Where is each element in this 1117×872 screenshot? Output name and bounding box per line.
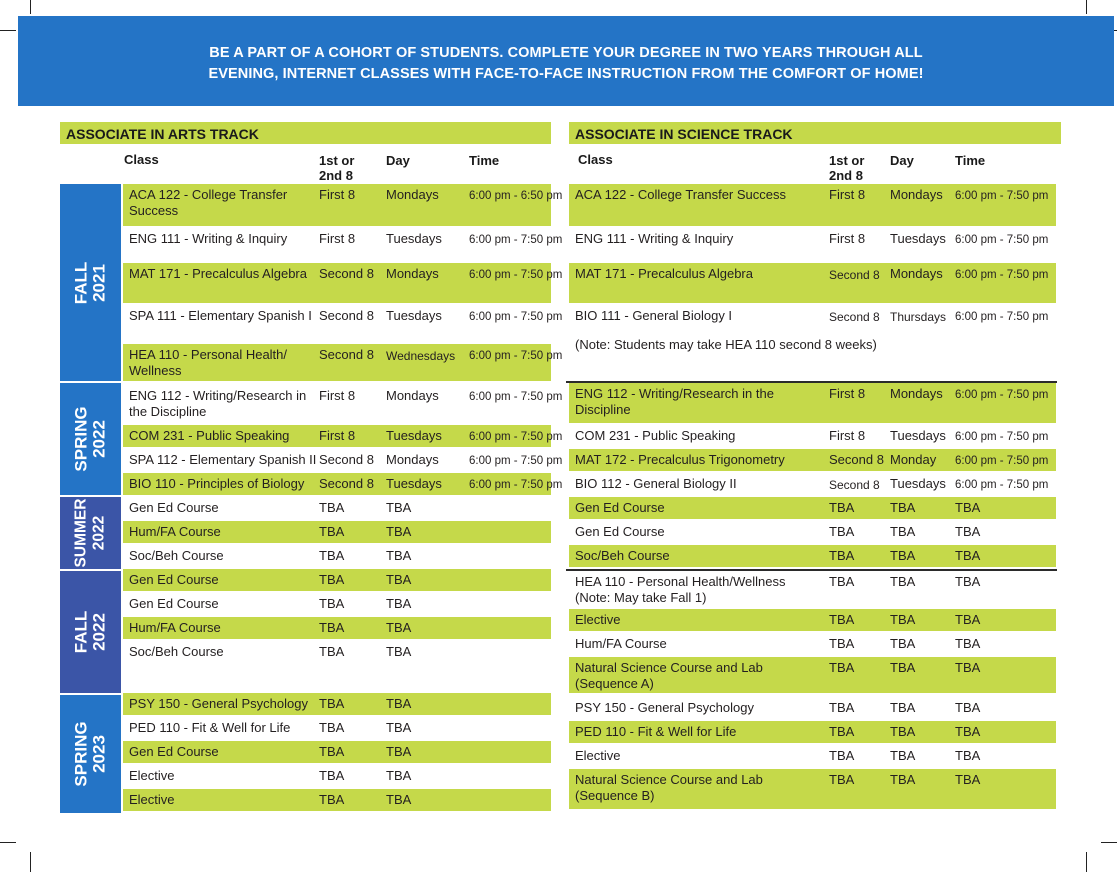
eight-cell: TBA: [319, 768, 345, 783]
class-cell: Gen Ed Course: [129, 572, 219, 587]
science-row: [569, 745, 1056, 767]
arts-row: [123, 449, 563, 471]
time-cell: 6:00 pm - 7:50 pm: [955, 190, 1049, 202]
science-row: [569, 383, 1056, 423]
day-cell: Monday: [890, 452, 937, 467]
eight-cell: TBA: [829, 724, 855, 739]
arts-row: [123, 385, 563, 423]
eight-cell: First 8: [829, 231, 866, 246]
arts-row: [123, 765, 551, 787]
arts-row: [123, 593, 551, 615]
science-header-eight-line1: 1st or: [829, 153, 865, 168]
crop-mark: [1086, 0, 1087, 14]
day-cell: Mondays: [386, 266, 439, 281]
arts-row: [123, 545, 551, 567]
day-cell: TBA: [386, 720, 412, 735]
banner-line-1: BE A PART OF A COHORT OF STUDENTS. COMPLETE YOUR DEGREE IN TWO YEARS THROUGH ALL: [209, 45, 923, 61]
crop-mark: [1101, 842, 1117, 843]
class-cell: COM 231 - Public Speaking: [129, 428, 290, 443]
day-cell: Tuesdays: [386, 428, 442, 443]
class-cell: Elective: [575, 612, 621, 627]
arts-row: [123, 693, 551, 715]
class-cell: PSY 150 - General Psychology: [129, 696, 308, 711]
eight-cell: TBA: [319, 548, 345, 563]
semester-year: 2022: [89, 420, 109, 458]
semester-label: SPRING: [71, 406, 91, 472]
eight-cell: TBA: [829, 500, 855, 515]
science-header-eight-line2: 2nd 8: [829, 168, 863, 183]
time-cell: 6:00 pm - 7:50 pm: [469, 431, 563, 443]
science-row: [569, 449, 1056, 471]
science-row: [569, 697, 1056, 719]
class-cell: Soc/Beh Course: [129, 644, 224, 659]
day-cell: TBA: [890, 636, 916, 651]
day-cell: TBA: [386, 548, 412, 563]
time-cell: 6:00 pm - 7:50 pm: [955, 389, 1049, 401]
science-row: [569, 633, 1056, 655]
time-cell: 6:00 pm - 7:50 pm: [469, 350, 563, 362]
class-cell: Hum/FA Course: [575, 636, 667, 651]
day-cell: TBA: [386, 768, 412, 783]
arts-track-title: ASSOCIATE IN ARTS TRACK: [60, 122, 551, 144]
class-cell: PED 110 - Fit & Well for Life: [575, 724, 737, 739]
day-cell: TBA: [890, 724, 916, 739]
science-header-day: Day: [890, 153, 914, 168]
semester-spring-2022: [60, 383, 121, 495]
class-cell: ENG 111 - Writing & Inquiry: [575, 231, 734, 246]
eight-cell: TBA: [829, 524, 855, 539]
eight-cell: TBA: [829, 612, 855, 627]
class-cell: ACA 122 - College Transfer Success: [129, 187, 288, 218]
eight-cell: Second 8: [319, 476, 374, 491]
day-cell: TBA: [386, 644, 412, 659]
day-cell: TBA: [386, 500, 412, 515]
science-header-class: Class: [578, 152, 613, 167]
day-cell: TBA: [890, 748, 916, 763]
arts-row: [123, 425, 563, 447]
arts-row: [123, 305, 563, 337]
header-banner: [18, 16, 1114, 106]
time-cell: TBA: [955, 772, 981, 787]
arts-row: [123, 641, 551, 663]
arts-row: [123, 569, 551, 591]
day-cell: TBA: [890, 700, 916, 715]
time-cell: TBA: [955, 724, 981, 739]
arts-row: [123, 741, 551, 763]
day-cell: TBA: [890, 500, 916, 515]
day-cell: TBA: [386, 744, 412, 759]
science-header-eight: [829, 153, 864, 183]
crop-mark: [30, 852, 31, 872]
semester-fall-2021: [60, 184, 121, 381]
day-cell: Tuesdays: [386, 231, 442, 246]
banner-line-2: EVENING, INTERNET CLASSES WITH FACE-TO-FACE INSTRUCTION FROM THE COMFORT OF HOME!: [208, 66, 924, 82]
class-cell: ACA 122 - College Transfer Success: [575, 187, 786, 202]
time-cell: 6:00 pm - 7:50 pm: [955, 311, 1049, 323]
science-row: [569, 571, 1056, 607]
time-cell: 6:00 pm - 6:50 pm: [469, 190, 563, 202]
crop-mark: [30, 0, 31, 14]
arts-row: [123, 789, 551, 811]
eight-cell: Second 8: [319, 266, 374, 281]
class-cell: Elective: [129, 792, 175, 807]
science-fall2021-note: (Note: Students may take HEA 110 second 8 weeks): [575, 337, 877, 352]
day-cell: TBA: [890, 548, 916, 563]
eight-cell: First 8: [319, 428, 356, 443]
eight-cell: TBA: [319, 500, 345, 515]
arts-header-class: Class: [124, 152, 159, 167]
eight-cell: Second 8: [829, 478, 880, 492]
time-cell: 6:00 pm - 7:50 pm: [469, 269, 563, 281]
eight-cell: TBA: [319, 792, 345, 807]
eight-cell: First 8: [829, 386, 866, 401]
science-row: [569, 497, 1056, 519]
time-cell: TBA: [955, 636, 981, 651]
eight-cell: Second 8: [829, 310, 880, 324]
science-track-title: ASSOCIATE IN SCIENCE TRACK: [569, 122, 1061, 144]
class-cell: COM 231 - Public Speaking: [575, 428, 736, 443]
semester-divider: [566, 381, 1057, 383]
class-cell: Natural Science Course and Lab (Sequence B): [575, 772, 763, 803]
class-cell: PED 110 - Fit & Well for Life: [129, 720, 291, 735]
time-cell: 6:00 pm - 7:50 pm: [955, 479, 1049, 491]
eight-cell: Second 8: [319, 308, 374, 323]
time-cell: 6:00 pm - 7:50 pm: [955, 455, 1049, 467]
time-cell: 6:00 pm - 7:50 pm: [955, 269, 1049, 281]
eight-cell: TBA: [319, 620, 345, 635]
eight-cell: TBA: [319, 524, 345, 539]
science-header-time: Time: [955, 153, 986, 168]
class-cell: Gen Ed Course: [129, 500, 219, 515]
eight-cell: TBA: [829, 548, 855, 563]
day-cell: TBA: [386, 620, 412, 635]
eight-cell: First 8: [319, 231, 356, 246]
class-cell: MAT 171 - Precalculus Algebra: [129, 266, 307, 281]
time-cell: TBA: [955, 500, 981, 515]
class-cell: MAT 172 - Precalculus Trigonometry: [575, 452, 785, 467]
semester-year: 2022: [90, 515, 108, 551]
eight-cell: Second 8: [319, 347, 374, 362]
class-cell: Soc/Beh Course: [575, 548, 670, 563]
time-cell: 6:00 pm - 7:50 pm: [469, 391, 563, 403]
eight-cell: TBA: [829, 772, 855, 787]
day-cell: TBA: [386, 572, 412, 587]
arts-header-eight: [319, 153, 354, 183]
semester-year: 2022: [89, 613, 109, 651]
science-row: [569, 263, 1056, 303]
semester-year: 2023: [89, 735, 109, 773]
eight-cell: TBA: [829, 660, 855, 675]
science-row: [569, 184, 1056, 226]
day-cell: TBA: [890, 660, 916, 675]
eight-cell: TBA: [319, 644, 345, 659]
arts-header-time: Time: [469, 153, 500, 168]
science-row: [569, 769, 1056, 809]
day-cell: TBA: [386, 696, 412, 711]
time-cell: 6:00 pm - 7:50 pm: [469, 311, 563, 323]
crop-mark: [0, 30, 16, 31]
arts-row: [123, 617, 551, 639]
semester-divider: [566, 569, 1057, 571]
day-cell: Mondays: [386, 187, 439, 202]
eight-cell: TBA: [319, 572, 345, 587]
class-cell: Hum/FA Course: [129, 524, 221, 539]
day-cell: TBA: [890, 612, 916, 627]
time-cell: TBA: [955, 748, 981, 763]
arts-row: [123, 344, 563, 381]
class-cell: Gen Ed Course: [129, 744, 219, 759]
eight-cell: TBA: [829, 748, 855, 763]
eight-cell: First 8: [829, 428, 866, 443]
day-cell: Tuesdays: [890, 476, 946, 491]
day-cell: TBA: [890, 772, 916, 787]
arts-row: [123, 228, 563, 260]
science-row: [569, 545, 1056, 567]
semester-year: 2021: [89, 263, 109, 302]
class-cell: MAT 171 - Precalculus Algebra: [575, 266, 753, 281]
time-cell: 6:00 pm - 7:50 pm: [955, 234, 1049, 246]
day-cell: TBA: [890, 524, 916, 539]
class-cell: Elective: [575, 748, 621, 763]
eight-cell: TBA: [829, 574, 855, 589]
day-cell: Tuesdays: [386, 308, 442, 323]
eight-cell: Second 8: [829, 452, 884, 467]
science-row: [569, 657, 1056, 693]
science-row: [569, 425, 1056, 447]
eight-cell: TBA: [829, 700, 855, 715]
day-cell: TBA: [386, 596, 412, 611]
arts-row: [123, 497, 551, 519]
day-cell: Tuesdays: [890, 428, 946, 443]
day-cell: Mondays: [386, 452, 439, 467]
day-cell: TBA: [890, 574, 916, 589]
time-cell: 6:00 pm - 7:50 pm: [469, 479, 563, 491]
day-cell: Mondays: [890, 266, 943, 281]
semester-label: SPRING: [71, 721, 91, 787]
arts-header-day: Day: [386, 153, 410, 168]
day-cell: Mondays: [386, 388, 439, 403]
class-cell: Natural Science Course and Lab (Sequence A): [575, 660, 763, 691]
eight-cell: TBA: [319, 596, 345, 611]
time-cell: TBA: [955, 700, 981, 715]
class-cell: BIO 111 - General Biology I: [575, 308, 733, 323]
class-cell: Gen Ed Course: [575, 500, 665, 515]
class-cell: Gen Ed Course: [129, 596, 219, 611]
eight-cell: First 8: [319, 388, 356, 403]
class-cell: SPA 112 - Elementary Spanish II: [129, 452, 317, 467]
time-cell: 6:00 pm - 7:50 pm: [469, 455, 563, 467]
arts-row: [123, 521, 551, 543]
crop-mark: [0, 842, 16, 843]
class-cell: Hum/FA Course: [129, 620, 221, 635]
semester-summer-2022: [60, 497, 121, 569]
eight-cell: First 8: [829, 187, 866, 202]
science-row: [569, 228, 1056, 260]
day-cell: TBA: [386, 524, 412, 539]
class-cell: ENG 111 - Writing & Inquiry: [129, 231, 288, 246]
class-cell: BIO 110 - Principles of Biology: [129, 476, 305, 491]
eight-cell: TBA: [319, 744, 345, 759]
semester-spring-2023: [60, 695, 121, 813]
class-cell: HEA 110 - Personal Health/ Wellness: [129, 347, 288, 378]
class-cell: ENG 112 - Writing/Research in the Discipline: [129, 388, 307, 419]
class-cell: Gen Ed Course: [575, 524, 665, 539]
time-cell: TBA: [955, 524, 981, 539]
class-cell: Elective: [129, 768, 175, 783]
day-cell: Tuesdays: [890, 231, 946, 246]
day-cell: Thursdays: [890, 310, 947, 324]
class-cell: BIO 112 - General Biology II: [575, 476, 737, 491]
arts-header-eight-line2: 2nd 8: [319, 168, 353, 183]
day-cell: Tuesdays: [386, 476, 442, 491]
semester-label: FALL: [71, 261, 91, 304]
eight-cell: TBA: [319, 696, 345, 711]
class-cell: SPA 111 - Elementary Spanish I: [129, 308, 312, 323]
time-cell: TBA: [955, 548, 981, 563]
eight-cell: Second 8: [319, 452, 374, 467]
eight-cell: TBA: [319, 720, 345, 735]
semester-label: FALL: [71, 610, 91, 654]
class-cell: ENG 112 - Writing/Research in the Discipline: [575, 386, 774, 417]
science-row: [569, 721, 1056, 743]
arts-header-eight-line1: 1st or: [319, 153, 355, 168]
day-cell: Mondays: [890, 386, 943, 401]
eight-cell: Second 8: [829, 268, 880, 282]
eight-cell: TBA: [829, 636, 855, 651]
time-cell: TBA: [955, 574, 981, 589]
eight-cell: First 8: [319, 187, 356, 202]
class-cell: HEA 110 - Personal Health/Wellness (Note: May take Fall 1): [575, 574, 786, 605]
time-cell: 6:00 pm - 7:50 pm: [955, 431, 1049, 443]
semester-label: SUMMER: [72, 498, 90, 568]
science-row: [569, 473, 1056, 495]
time-cell: TBA: [955, 660, 981, 675]
arts-row: [123, 263, 563, 303]
science-row: [569, 305, 1056, 335]
class-cell: Soc/Beh Course: [129, 548, 224, 563]
class-cell: PSY 150 - General Psychology: [575, 700, 754, 715]
day-cell: TBA: [386, 792, 412, 807]
crop-mark: [1086, 852, 1087, 872]
arts-row: [123, 184, 563, 226]
arts-row: [123, 473, 563, 495]
arts-row: [123, 717, 551, 739]
science-row: [569, 609, 1056, 631]
time-cell: 6:00 pm - 7:50 pm: [469, 234, 563, 246]
day-cell: Mondays: [890, 187, 943, 202]
time-cell: TBA: [955, 612, 981, 627]
semester-fall-2022: [60, 571, 121, 693]
day-cell: Wednesdays: [386, 349, 456, 363]
science-row: [569, 521, 1056, 543]
